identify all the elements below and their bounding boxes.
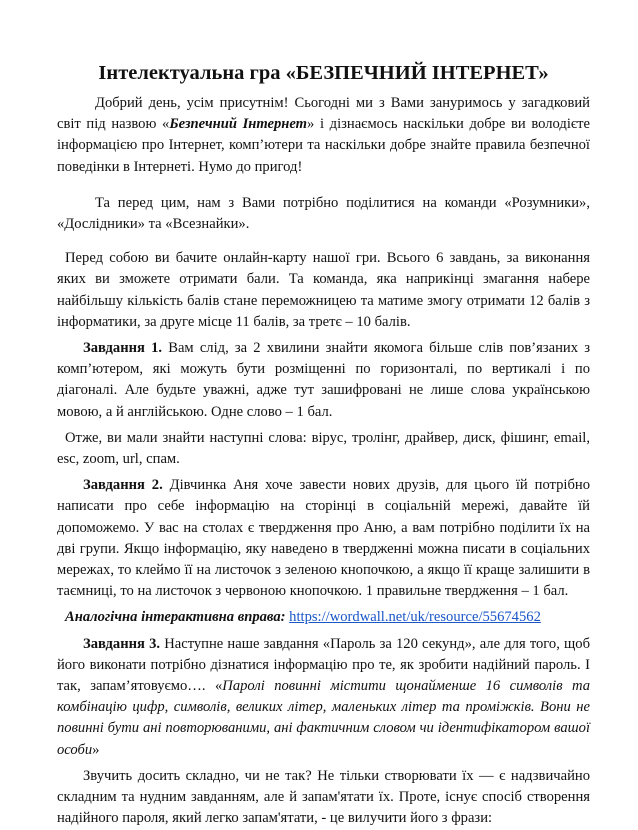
- intro-text-start: Добрий день, усім присутнім! Сьогодні ми з Вами зануримось у загадковий світ під назвою «: [57, 95, 590, 133]
- map-paragraph: Перед собою ви бачите онлайн-карту нашої гри. Всього 6 завдань, за виконання яких ви зможете отримати бали. Та команда, яка наприкінці змагання набере найбільшу кількість балів стане переможницею та матиме змогу отримати 12 балів з інформатики, за друге місце 11 балів, за третє – 10 балів.: [57, 250, 590, 330]
- task1-label: Завдання 1.: [83, 340, 163, 357]
- task2-label: Завдання 2.: [83, 477, 163, 494]
- task1-answer: Отже, ви мали знайти наступні слова: вірус, тролінг, драйвер, диск, фішинг, email, esc, zoom, url, спам.: [57, 429, 590, 468]
- task3-text: Наступне наше завдання «Пароль за 120 секунд», але для того, щоб його виконати потрібно дізнатися інформацію про те, як зробити надійний пароль. І так, запам’ятовуємо…. «: [57, 635, 590, 695]
- password-followup: Звучить досить складно, чи не так? Не тільки створювати їх — є надзвичайно складним та нудним завданням, але й запам'ятати їх. Проте, існує спосіб створення надійного пароля, який легко запам'ятати, - це вилучити його з фрази:: [57, 767, 590, 827]
- task2-text: Дівчинка Аня хоче завести нових друзів, для цього їй потрібно написати про себе інформацію на сторінці в соціальній мережі, давайте їй допоможемо. У вас на столах є твердження про Аню, а вам потрібно поділити їх на дві групи. Якщо інформацію, яку наведено в твердженні можна писати в соціальних мережах, то клеймо її на листочок з зеленою кнопочкою, а якщо її краще залишити в таємниці, то на листочок з червоною кнопочкою. 1 правильне твердження – 1 бал.: [57, 477, 590, 600]
- page-title: Інтелектуальна гра «БЕЗПЕЧНИЙ ІНТЕРНЕТ»: [98, 62, 549, 84]
- task3-label: Завдання 3.: [83, 635, 161, 652]
- interactive-exercise: [57, 607, 590, 628]
- password-rule: Паролі повинні містити щонайменше 16 символів та комбінацію цифр, символів, великих літер, маленьких літер та проміжків. Вони не повинні бути ані повторюваними, ані фактичним словом чи ідентифікатором вашої особи: [57, 678, 590, 758]
- intro-paragraph: [57, 93, 590, 178]
- task1-text: Вам слід, за 2 хвилини знайти якомога більше слів пов’язаних з комп’ютером, які можуть бути розміщенні по горизонталі, по вертикалі і по діагоналі. Але будьте уважні, адже тут зашифровані не лише слова українською мовою, а й англійською. Одне слово – 1 бал.: [57, 340, 590, 420]
- task2-paragraph: [57, 475, 590, 602]
- document-page: [57, 60, 590, 830]
- intro-text-end: » і дізнаємось наскільки добре ви володієте інформацією про Інтернет, комп’ютери та наскільки добре знайте правила безпечної поведінки в Інтернеті. Нумо до пригод!: [57, 116, 591, 175]
- intro-emphasis: Безпечний Інтернет: [169, 116, 308, 133]
- task3-paragraph: [57, 634, 590, 761]
- interactive-label: Аналогічна інтерактивна вправа:: [65, 609, 286, 626]
- wordwall-link[interactable]: https://wordwall.net/uk/resource/55674562: [289, 609, 541, 626]
- teams-paragraph: Та перед цим, нам з Вами потрібно поділитися на команди «Розумники», «Дослідники» та «Всезнайки».: [57, 194, 590, 233]
- task1-paragraph: [57, 338, 590, 423]
- password-rule-close: »: [92, 741, 100, 758]
